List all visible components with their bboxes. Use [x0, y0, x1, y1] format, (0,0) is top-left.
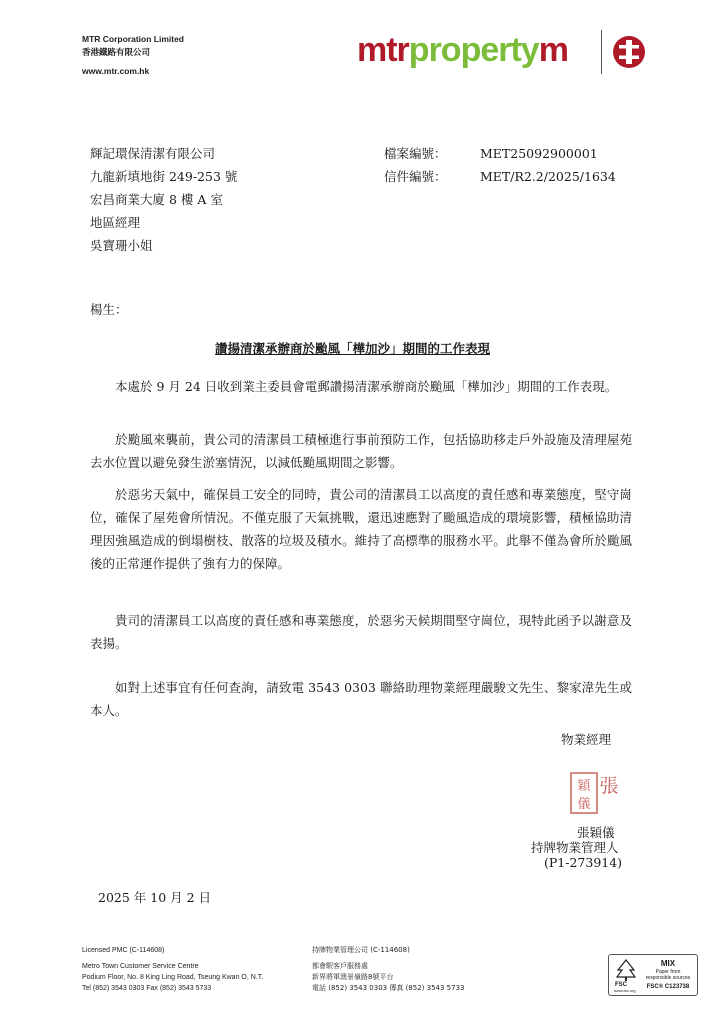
logo-part-mtr: mtr	[357, 31, 409, 69]
logo-part-m: m	[538, 31, 568, 69]
body-paragraph-1: 本處於 9 月 24 日收到業主委員會電郵讚揚清潔承辦商於颱風「樺加沙」期間的工作表現。	[115, 379, 618, 394]
footer-address-en: Podium Floor, No. 8 King Ling Road, Tseung Kwan O, N.T.	[82, 974, 264, 981]
recipient-street: 九龍新填地街 249-253 號	[90, 169, 238, 184]
recipient-address	[90, 142, 237, 257]
svg-text:穎: 穎	[577, 779, 591, 794]
body-paragraph-4: 貴司的清潔員工以高度的責任感和專業態度，於惡劣天候期間堅守崗位，現特此函予以謝意及表揚。	[90, 613, 632, 651]
company-name-en: MTR Corporation Limited	[82, 34, 184, 44]
company-name-zh: 香港鐵路有限公司	[82, 48, 151, 58]
recipient-company: 輝記環保清潔有限公司	[90, 146, 216, 161]
footer-phone-en: Tel (852) 3543 0303 Fax (852) 3543 5733	[82, 985, 212, 992]
reference-block	[384, 142, 616, 188]
footer-centre-en: Metro Town Customer Service Centre	[82, 963, 199, 970]
letter-date: 2025 年 10 月 2 日	[98, 890, 212, 905]
fsc-paper-from: Paper from	[655, 969, 681, 975]
recipient-building: 宏昌商業大廈 8 樓 A 室	[90, 192, 223, 207]
mtr-emblem-icon	[613, 36, 645, 72]
svg-text:儀: 儀	[577, 797, 591, 812]
salutation: 楊生：	[90, 302, 128, 317]
logo-divider	[601, 30, 602, 74]
recipient-name: 吳寶珊小姐	[90, 238, 153, 253]
file-number-label: 檔案編號：	[384, 146, 447, 161]
footer-phone-zh: 電話 (852) 3543 0303 傳真 (852) 3543 5733	[312, 984, 465, 992]
fsc-code: FSC® C123738	[646, 984, 690, 990]
letter-number-label: 信件編號：	[384, 169, 447, 184]
fsc-certification-badge	[608, 954, 698, 996]
footer-address-zh: 新界將軍澳景嶺路8號平台	[312, 973, 394, 981]
signatory-title: 物業經理	[561, 732, 612, 747]
footer-license-zh: 持牌物業管理公司 (C-114608)	[312, 946, 410, 954]
signatory-license: (P1-273914)	[544, 855, 623, 870]
body-paragraph-2: 於颱風來襲前，貴公司的清潔員工積極進行事前預防工作，包括協助移走戶外設施及清理屋苑去水位置以避免發生淤塞情況，以減低颱風期間之影響。	[90, 432, 632, 470]
letter-subject	[0, 339, 705, 357]
mtr-property-logo	[357, 28, 568, 72]
file-number: MET25092900001	[480, 146, 598, 161]
company-website: www.mtr.com.hk	[82, 66, 150, 76]
signature-seal	[568, 770, 620, 816]
signatory-name: 張穎儀	[577, 825, 615, 840]
signatory-role: 持牌物業管理人	[531, 840, 619, 855]
fsc-mix: MIX	[660, 959, 676, 968]
footer-centre-zh: 都會駅客戶服務處	[312, 962, 368, 970]
recipient-position: 地區經理	[90, 215, 141, 230]
letter-subject-text: 讚揚清潔承辦商於颱風「樺加沙」期間的工作表現	[214, 341, 490, 356]
body-paragraph-3: 於惡劣天氣中，確保員工安全的同時，貴公司的清潔員工以高度的責任感和專業態度，堅守崗位，確保了屋苑會所情況。不僅克服了天氣挑戰，還迅速應對了颱風造成的環境影響，積極協助清理因強風造成的倒塌樹枝、散落的垃圾及積水。維持了高標準的服務水平。此舉不僅為會所於颱風後的正常運作提供了強有力的保障。	[90, 487, 632, 571]
logo-part-property: property	[408, 31, 539, 69]
body-paragraph-5: 如對上述事宜有任何查詢，請致電 3543 0303 聯絡助理物業經理嚴駿文先生、黎家湋先生或本人。	[90, 680, 632, 718]
footer-chinese-address	[312, 945, 464, 994]
fsc-website: www.fsc.org	[614, 988, 636, 993]
fsc-responsible-sources: responsible sources	[645, 975, 691, 981]
fsc-logo-text: FSC	[615, 982, 627, 988]
footer-english-address	[82, 945, 263, 994]
letter-number: MET/R2.2/2025/1634	[480, 169, 616, 184]
svg-text:張: 張	[599, 775, 619, 797]
footer-license-en: Licensed PMC (C-114608)	[82, 947, 165, 954]
